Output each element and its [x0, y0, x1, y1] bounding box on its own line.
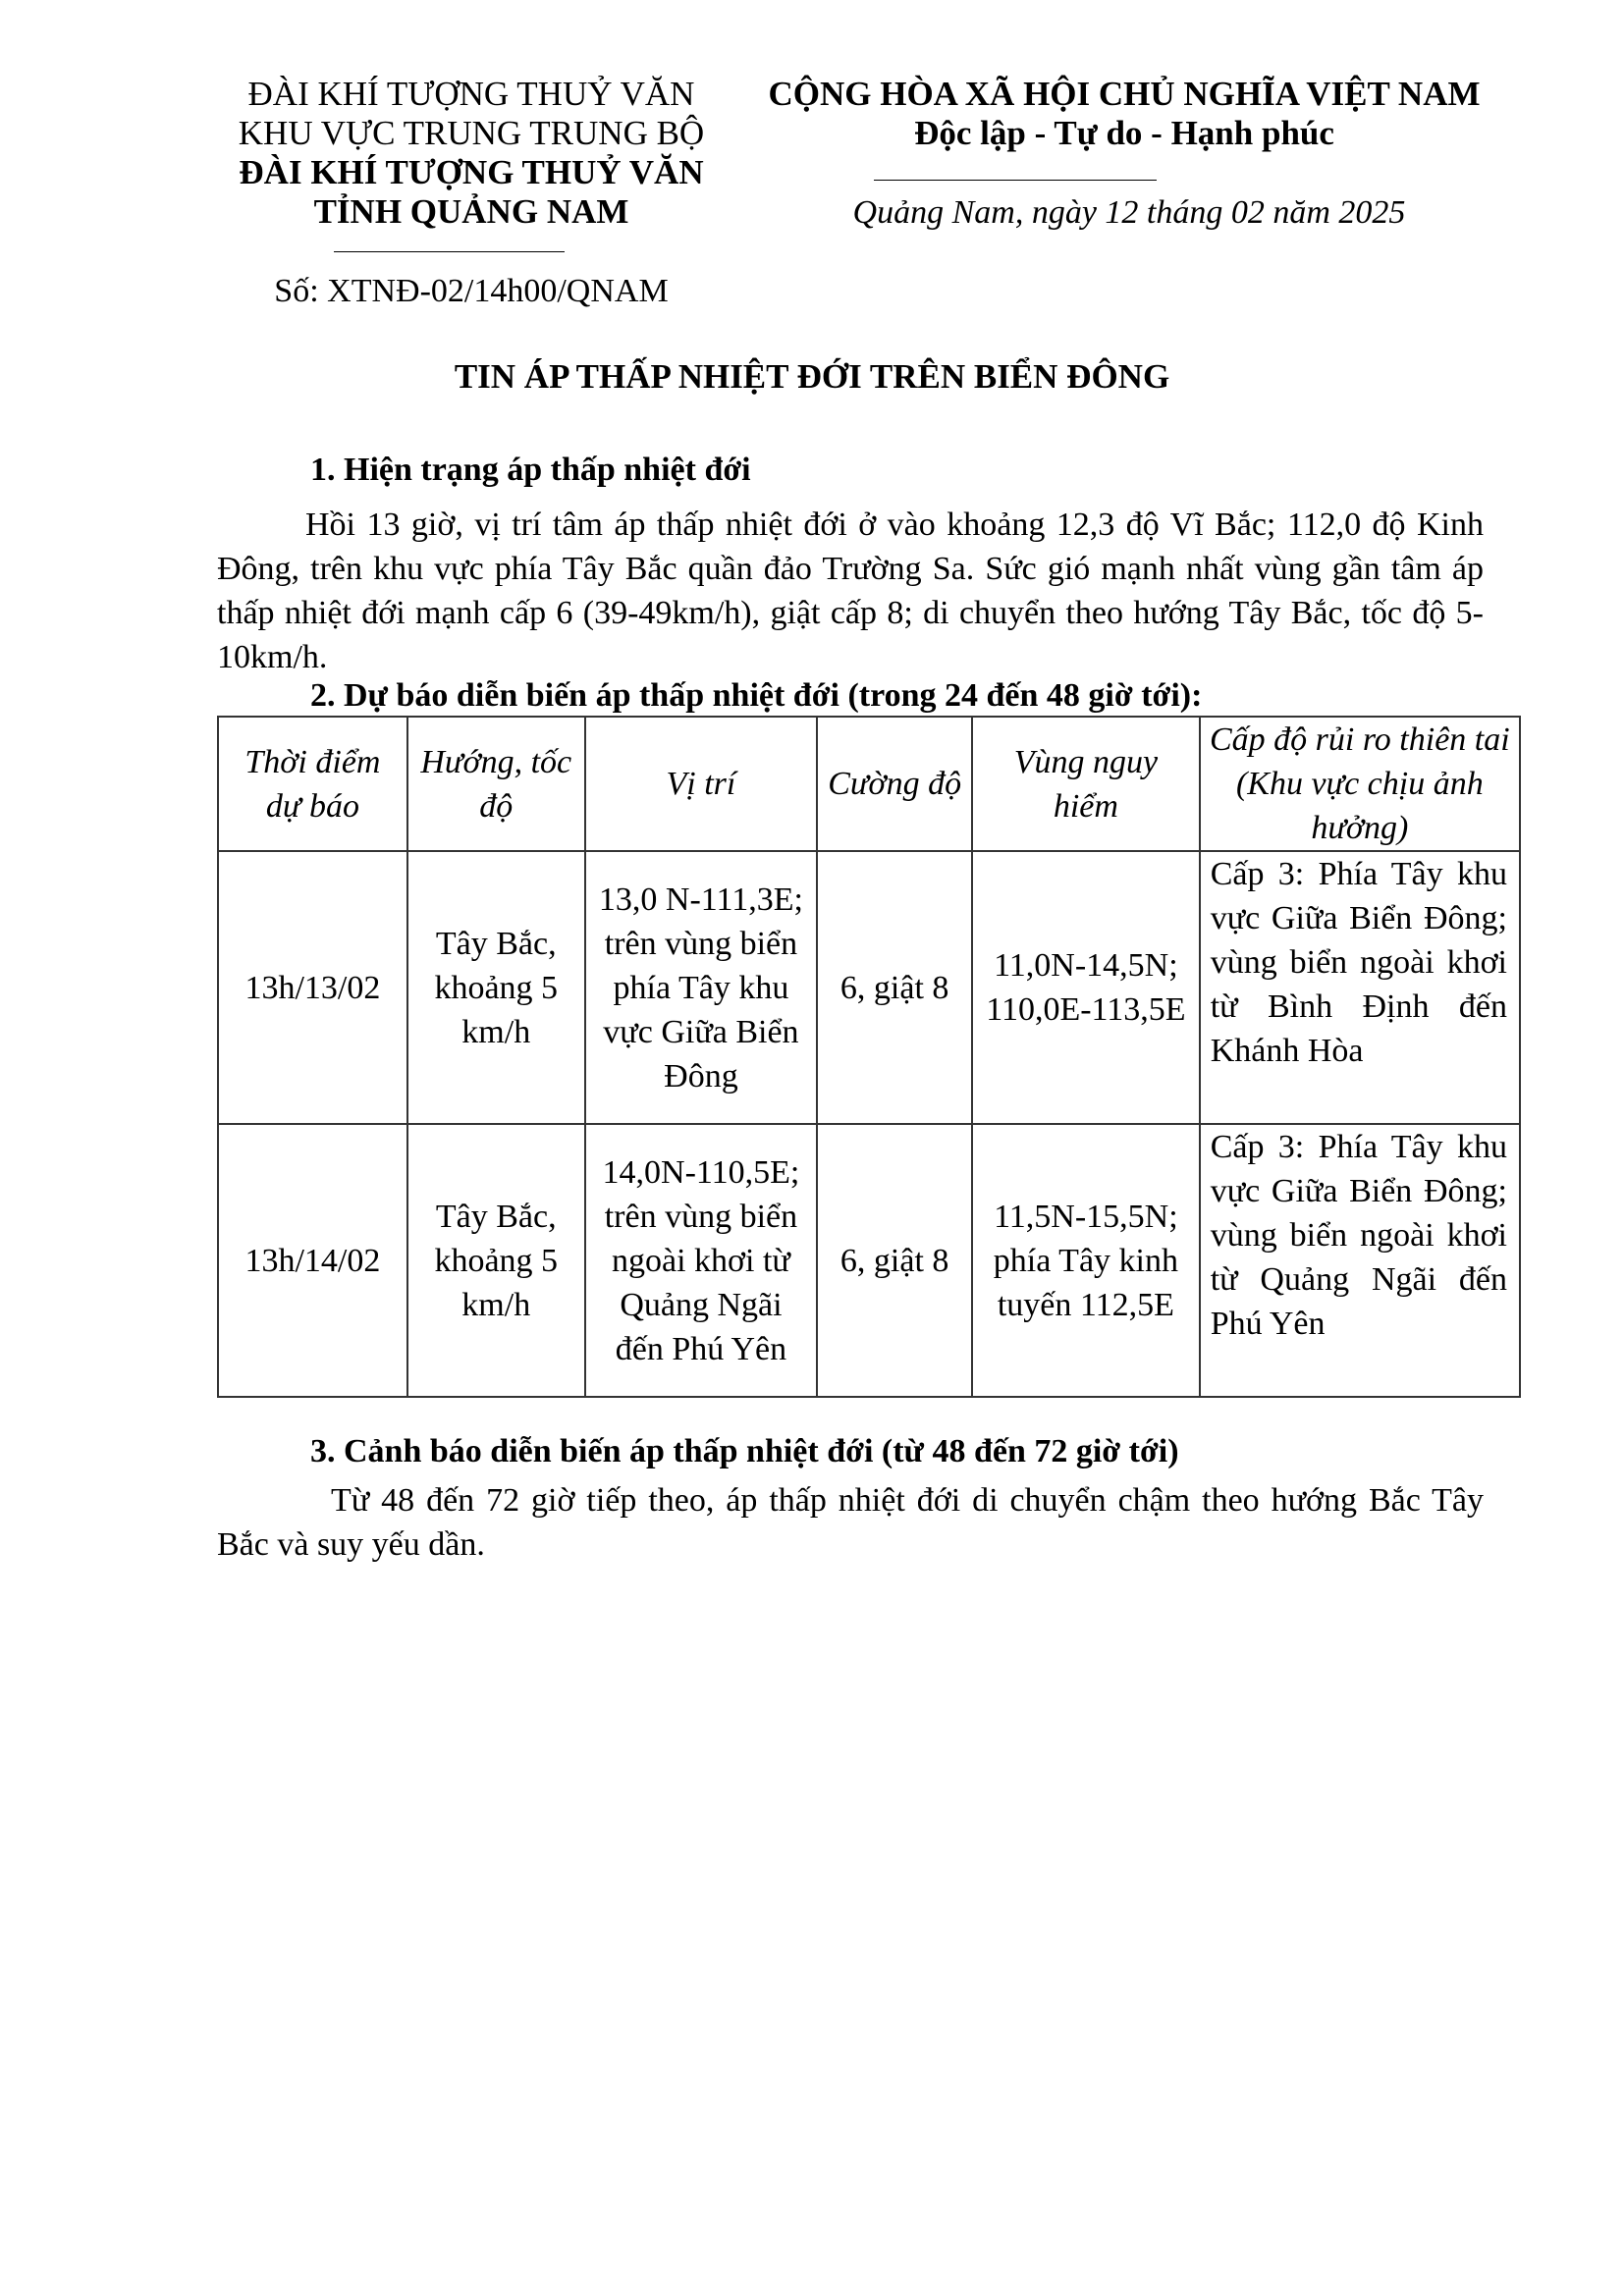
document-title: TIN ÁP THẤP NHIỆT ĐỚI TRÊN BIỂN ĐÔNG [454, 357, 1170, 396]
cell-position: 13,0 N-111,3E; trên vùng biển phía Tây khu vực Giữa Biển Đông [585, 851, 818, 1124]
cell-danger-zone: 11,5N-15,5N; phía Tây kinh tuyến 112,5E [972, 1124, 1200, 1397]
cell-position: 14,0N-110,5E; trên vùng biển ngoài khơi từ Quảng Ngãi đến Phú Yên [585, 1124, 818, 1397]
parent-agency-line-2: KHU VỰC TRUNG TRUNG BỘ [238, 114, 705, 152]
agency-name-line-1: ĐÀI KHÍ TƯỢNG THUỶ VĂN [239, 153, 704, 191]
cell-time: 13h/13/02 [218, 851, 407, 1124]
cell-direction: Tây Bắc, khoảng 5 km/h [407, 851, 585, 1124]
motto-underline [874, 180, 1157, 181]
section-3-heading: 3. Cảnh báo diễn biến áp thấp nhiệt đới (từ 48 đến 72 giờ tới) [310, 1433, 1179, 1469]
cell-risk-level: Cấp 3: Phía Tây khu vực Giữa Biển Đông; vùng biển ngoài khơi từ Bình Định đến Khánh Hòa [1200, 851, 1520, 1124]
national-title: CỘNG HÒA XÃ HỘI CHỦ NGHĨA VIỆT NAM [768, 75, 1481, 113]
column-header-danger-zone: Vùng nguy hiểm [972, 717, 1200, 851]
forecast-table [217, 716, 1521, 1398]
cell-time: 13h/14/02 [218, 1124, 407, 1397]
column-header-position: Vị trí [585, 717, 818, 851]
place-date: Quảng Nam, ngày 12 tháng 02 năm 2025 [852, 194, 1406, 231]
column-header-risk-level: Cấp độ rủi ro thiên tai (Khu vực chịu ảnh hưởng) [1200, 717, 1520, 851]
column-header-direction: Hướng, tốc độ [407, 717, 585, 851]
cell-intensity: 6, giật 8 [817, 1124, 972, 1397]
agency-header [206, 75, 736, 232]
cell-direction: Tây Bắc, khoảng 5 km/h [407, 1124, 585, 1397]
table-row [218, 1124, 1520, 1397]
cell-intensity: 6, giật 8 [817, 851, 972, 1124]
column-header-intensity: Cường độ [817, 717, 972, 851]
section-1-heading: 1. Hiện trạng áp thấp nhiệt đới [310, 452, 751, 488]
section-1-body: Hồi 13 giờ, vị trí tâm áp thấp nhiệt đới ở vào khoảng 12,3 độ Vĩ Bắc; 112,0 độ Kinh Đông, trên khu vực phía Tây Bắc quần đảo Trường Sa. Sức gió mạnh nhất vùng gần tâm áp thấp nhiệt đới mạnh cấp 6 (39-49km/h), giật cấp 8; di chuyển theo hướng Tây Bắc, tốc độ 5-10km/h. [217, 507, 1484, 675]
table-header-row [218, 717, 1520, 851]
section-3-body: Từ 48 đến 72 giờ tiếp theo, áp thấp nhiệt đới di chuyển chậm theo hướng Bắc Tây Bắc và suy yếu dần. [217, 1482, 1484, 1563]
section-2-heading: 2. Dự báo diễn biến áp thấp nhiệt đới (trong 24 đến 48 giờ tới): [310, 677, 1203, 714]
document-number: Số: XTNĐ-02/14h00/QNAM [274, 273, 669, 309]
table-row [218, 851, 1520, 1124]
agency-underline [334, 251, 565, 252]
column-header-time: Thời điểm dự báo [218, 717, 407, 851]
agency-name-line-2: TỈNH QUẢNG NAM [313, 192, 629, 231]
parent-agency-line-1: ĐÀI KHÍ TƯỢNG THUỶ VĂN [247, 75, 695, 113]
cell-danger-zone: 11,0N-14,5N; 110,0E-113,5E [972, 851, 1200, 1124]
national-motto: Độc lập - Tự do - Hạnh phúc [914, 114, 1334, 152]
national-header [736, 75, 1512, 153]
cell-risk-level: Cấp 3: Phía Tây khu vực Giữa Biển Đông; vùng biển ngoài khơi từ Quảng Ngãi đến Phú Yên [1200, 1124, 1520, 1397]
